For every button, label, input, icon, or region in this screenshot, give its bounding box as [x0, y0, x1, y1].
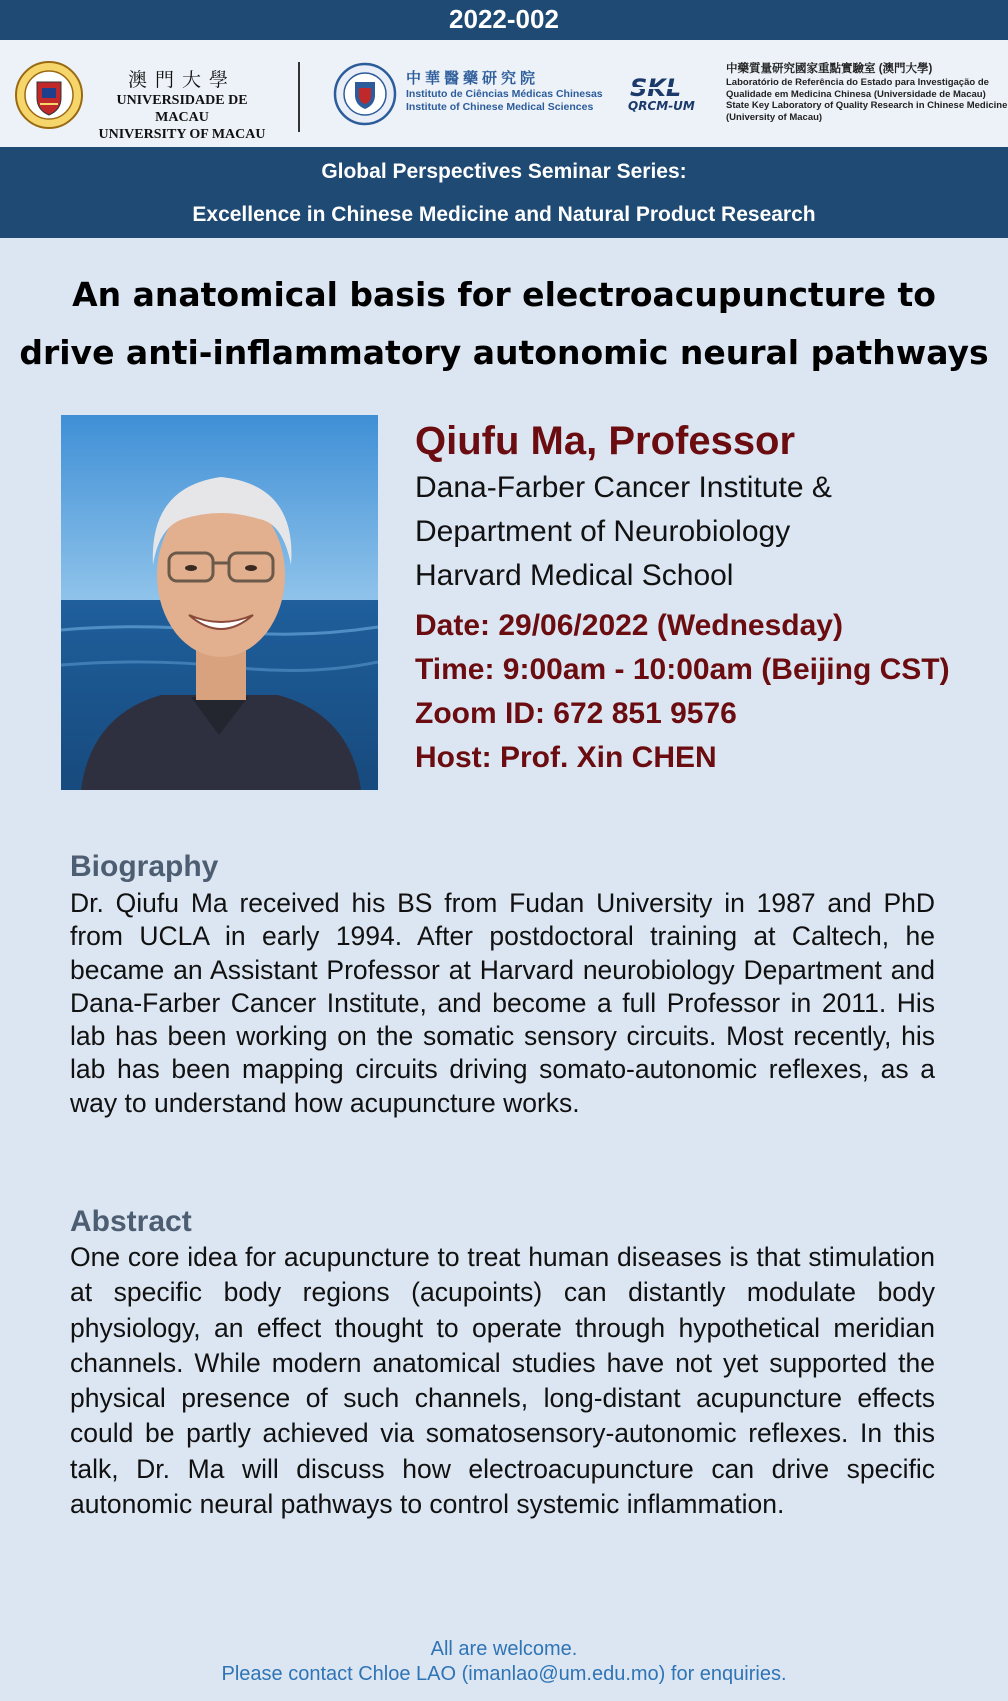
logo-divider: [298, 62, 300, 132]
icms-name-english: Institute of Chinese Medical Sciences: [406, 101, 594, 113]
skl-name-chinese: 中藥質量研究國家重點實驗室 (澳門大學): [726, 63, 933, 75]
biography-heading: Biography: [70, 850, 219, 883]
icms-name-portuguese: Instituto de Ciências Médicas Chinesas: [406, 88, 603, 100]
abstract-section: [70, 1204, 935, 1522]
biography-section: [70, 847, 935, 1120]
university-of-macau-wordmark: [92, 65, 272, 143]
footer: [0, 1637, 1008, 1687]
speaker-info: [415, 415, 1005, 780]
speaker-photo: [61, 415, 378, 790]
skl-mark-text: QRCM-UM: [628, 99, 695, 113]
icms-wordmark: [406, 69, 603, 114]
speaker-affiliation-3: Harvard Medical School: [415, 559, 734, 592]
icms-name-chinese: 中華醫藥研究院: [406, 70, 540, 87]
abstract-heading: Abstract: [70, 1205, 192, 1238]
talk-title-line-2: drive anti-inflammatory autonomic neural pathways: [19, 333, 989, 372]
contact-note: Please contact Chloe LAO (imanlao@um.edu.mo) for enquiries.: [221, 1663, 787, 1685]
um-name-chinese: 澳門大學: [127, 69, 236, 91]
zoom-id: Zoom ID: 672 851 9576: [415, 697, 737, 730]
skl-qrcm-logo-icon: [626, 74, 710, 114]
skl-name-english-1: State Key Laboratory of Quality Research in Chinese Medicine: [726, 100, 1008, 111]
skl-name-portuguese-1: Laboratório de Referência do Estado para Investigação de: [726, 77, 989, 88]
event-date: Date: 29/06/2022 (Wednesday): [415, 609, 843, 642]
event-host: Host: Prof. Xin CHEN: [415, 741, 717, 774]
speaker-affiliation-1: Dana-Farber Cancer Institute &: [415, 471, 832, 504]
seminar-code: 2022-002: [449, 4, 559, 34]
speaker-name: Qiufu Ma, Professor: [415, 419, 796, 463]
series-line-2: Excellence in Chinese Medicine and Natural Product Research: [192, 203, 816, 226]
biography-text: Dr. Qiufu Ma received his BS from Fudan University in 1987 and PhD from UCLA in early 1994. After postdoctoral training at Caltech, he became an Assistant Professor at Harvard neurobiology Department and Dana-Farber Cancer Institute, and become a full Professor in 2011. His lab has been working on the somatic sensory circuits. Most recently, his lab has been mapping circuits driving somato-autonomic reflexes, as a way to understand how acupuncture works.: [70, 888, 935, 1118]
icms-seal-icon: [333, 62, 397, 126]
um-name-portuguese: UNIVERSIDADE DE MACAU: [116, 93, 248, 125]
svg-text:SKL: SKL: [630, 74, 682, 102]
talk-title: [0, 266, 1008, 382]
logo-strip: [0, 40, 1008, 147]
talk-title-line-1: An anatomical basis for electroacupuncture to: [72, 275, 936, 314]
abstract-text: One core idea for acupuncture to treat human diseases is that stimulation at specific body regions (acupoints) can distantly modulate body physiology, an effect thought to operate through hypothetical meridian channels. While modern anatomical studies have not yet supported the physical presence of such channels, long-distant acupuncture effects could be partly achieved via somatosensory-autonomic reflexes. In this talk, Dr. Ma will discuss how electroacupuncture can drive specific autonomic neural pathways to control systemic inflammation.: [70, 1242, 935, 1520]
series-line-1: Global Perspectives Seminar Series:: [321, 160, 687, 183]
skl-name-portuguese-2: Qualidade em Medicina Chinesa (Universidade de Macau): [726, 88, 986, 100]
event-time: Time: 9:00am - 10:00am (Beijing CST): [415, 653, 950, 686]
speaker-affiliation-2: Department of Neurobiology: [415, 515, 791, 548]
welcome-note: All are welcome.: [430, 1638, 578, 1660]
seminar-code-bar: [0, 0, 1008, 40]
skl-name-english-2: (University of Macau): [726, 111, 823, 123]
seminar-series-banner: [0, 147, 1008, 238]
um-name-english: UNIVERSITY OF MACAU: [98, 127, 266, 142]
university-of-macau-seal-icon: [14, 60, 84, 130]
skl-wordmark: [726, 62, 1007, 123]
event-details: [415, 604, 1005, 780]
